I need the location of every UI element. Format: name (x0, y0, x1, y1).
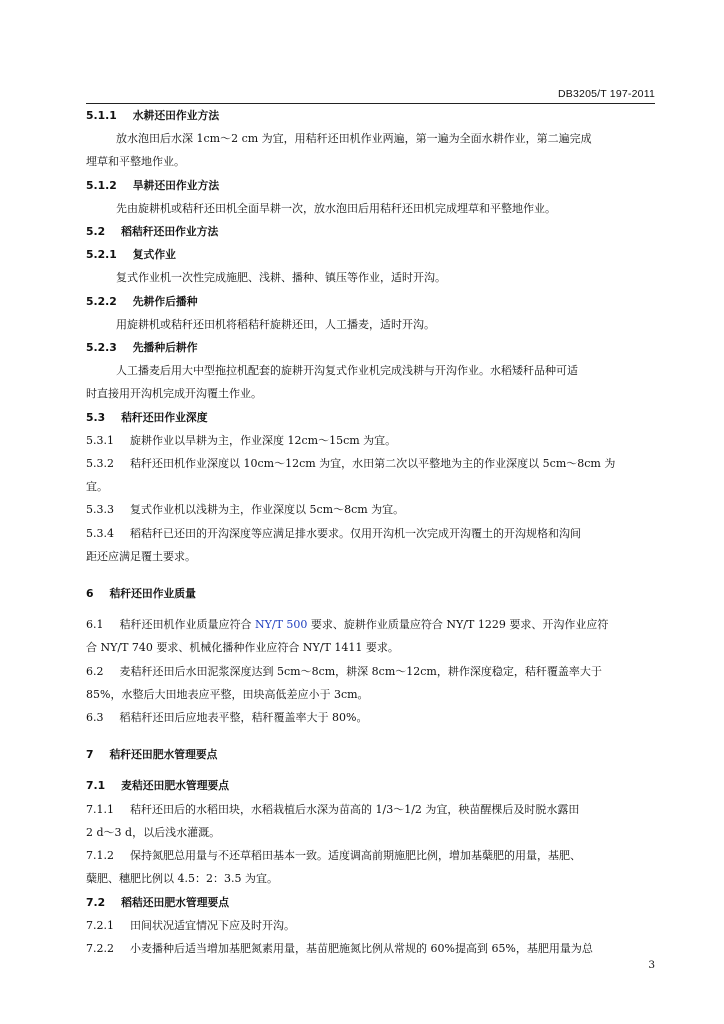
section-title: 先耕作后播种 (132, 294, 198, 308)
spacer (86, 766, 655, 774)
clause-number: 7.1.2 (86, 849, 114, 863)
paragraph-5-2-1: 复式作业机一次性完成施肥、浅耕、播种、镇压等作业，适时开沟。 (116, 271, 446, 285)
clause-text: 田间状况适宜情况下应及时开沟。 (130, 918, 295, 932)
section-heading-7-2 (86, 891, 655, 914)
section-title: 稻秸秆还田作业方法 (121, 225, 219, 239)
clause-number: 6.1 (86, 618, 104, 632)
clause-text: 要求、旋耕作业质量应符合 NY/T 1229 要求、开沟作业应符 (307, 618, 609, 632)
clause-text: 复式作业机以浅耕为主，作业深度以 5cm～8cm 为宜。 (130, 503, 405, 517)
paragraph-5-2-3-cont: 时直接用开沟机完成开沟覆土作业。 (86, 387, 262, 401)
section-number: 7.1 (86, 779, 106, 793)
section-title: 秸秆还田作业深度 (121, 410, 208, 424)
section-number: 5.1.2 (86, 178, 117, 192)
spacer (86, 568, 655, 582)
section-number: 5.3 (86, 410, 106, 424)
section-heading-7-1 (86, 774, 655, 797)
chapter-title: 秸秆还田作业质量 (109, 587, 196, 601)
document-body (86, 104, 655, 960)
clause-number: 6.3 (86, 711, 104, 725)
standard-link[interactable]: NY/T 500 (255, 618, 308, 632)
clause-5-3-1 (86, 429, 655, 452)
section-heading-5-2-2 (86, 290, 655, 313)
clause-6-1 (86, 613, 655, 636)
section-number: 5.2.3 (86, 341, 117, 355)
page-number: 3 (648, 959, 655, 971)
clause-number: 5.3.4 (86, 526, 114, 540)
chapter-title: 秸秆还田肥水管理要点 (109, 748, 218, 762)
clause-number: 5.3.2 (86, 457, 114, 471)
clause-number: 5.3.1 (86, 433, 114, 447)
section-number: 7.2 (86, 895, 106, 909)
clause-text: 小麦播种后适当增加基肥氮素用量，基苗肥施氮比例从常规的 60%提高到 65%，基肥用量为总 (130, 941, 593, 955)
paragraph-5-2-2: 用旋耕机或秸秆还田机将稻秸秆旋耕还田，人工播麦，适时开沟。 (116, 317, 435, 331)
clause-7-1-1 (86, 798, 655, 821)
paragraph-5-1-1: 放水泡田后水深 1cm～2 cm 为宜，用秸秆还田机作业两遍，第一遍为全面水耕作业，第二遍完成 (116, 132, 592, 146)
clause-5-3-2 (86, 452, 655, 475)
clause-7-2-2 (86, 937, 655, 960)
section-title: 先播种后耕作 (132, 341, 198, 355)
paragraph-5-1-2: 先由旋耕机或秸秆还田机全面旱耕一次，放水泡田后用秸秆还田机完成埋草和平整地作业。 (116, 201, 556, 215)
clause-number: 5.3.3 (86, 503, 114, 517)
section-heading-5-1-2 (86, 174, 655, 197)
clause-7-2-1 (86, 914, 655, 937)
clause-5-3-3 (86, 498, 655, 521)
clause-7-1-2 (86, 844, 655, 867)
clause-number: 7.2.2 (86, 941, 114, 955)
clause-text: 秸秆还田机作业深度以 10cm～12cm 为宜，水田第二次以平整地为主的作业深度以 5cm～8cm 为 (130, 457, 616, 471)
section-heading-5-2-3 (86, 336, 655, 359)
section-title: 水耕还田作业方法 (132, 109, 220, 122)
clause-6-2 (86, 660, 655, 683)
clause-7-1-1-cont: 2 d～3 d，以后浅水灌溉。 (86, 825, 221, 839)
section-title: 复式作业 (132, 248, 176, 262)
clause-number: 6.2 (86, 664, 104, 678)
clause-6-3 (86, 706, 655, 729)
clause-text: 保持氮肥总用量与不还草稻田基本一致。适度调高前期施肥比例，增加基蘖肥的用量，基肥、 (130, 849, 581, 863)
section-title: 麦秸还田肥水管理要点 (121, 779, 230, 793)
chapter-number: 6 (86, 587, 94, 601)
clause-5-3-2-cont: 宜。 (86, 480, 108, 494)
clause-7-1-2-cont: 蘖肥、穗肥比例以 4.5：2：3.5 为宜。 (86, 872, 278, 886)
chapter-heading-7 (86, 743, 655, 766)
clause-text: 秸秆还田机作业质量应符合 (119, 618, 255, 632)
clause-number: 7.1.1 (86, 802, 114, 816)
section-number: 5.1.1 (86, 109, 117, 122)
document-code: DB3205/T 197-2011 (558, 88, 655, 100)
clause-6-2-cont: 85%，水整后大田地表应平整，田块高低差应小于 3cm。 (86, 687, 369, 701)
section-title: 旱耕还田作业方法 (132, 178, 220, 192)
clause-text: 旋耕作业以旱耕为主，作业深度 12cm～15cm 为宜。 (130, 433, 397, 447)
spacer (86, 729, 655, 743)
clause-5-3-4 (86, 522, 655, 545)
clause-text: 稻秸秆还田后应地表平整，秸秆覆盖率大于 80%。 (119, 711, 368, 725)
section-title: 稻秸还田肥水管理要点 (121, 895, 230, 909)
clause-text: 秸秆还田后的水稻田块，水稻栽植后水深为苗高的 1/3～1/2 为宜，秧苗醒棵后及时脱水露田 (130, 802, 580, 816)
paragraph-5-1-1-cont: 埋草和平整地作业。 (86, 155, 185, 169)
clause-number: 7.2.1 (86, 918, 114, 932)
section-heading-5-3 (86, 406, 655, 429)
clause-text: 麦秸秆还田后水田泥浆深度达到 5cm～8cm，耕深 8cm～12cm，耕作深度稳定，秸秆覆盖率大于 (119, 664, 602, 678)
clause-6-1-cont: 合 NY/T 740 要求、机械化播种作业应符合 NY/T 1411 要求。 (86, 641, 399, 655)
chapter-heading-6 (86, 582, 655, 605)
section-heading-5-2-1 (86, 243, 655, 266)
section-heading-5-1-1 (86, 104, 655, 127)
section-number: 5.2 (86, 225, 106, 239)
spacer (86, 605, 655, 613)
section-number: 5.2.2 (86, 294, 117, 308)
chapter-number: 7 (86, 748, 94, 762)
clause-text: 稻秸秆已还田的开沟深度等应满足排水要求。仅用开沟机一次完成开沟覆土的开沟规格和沟间 (130, 526, 581, 540)
section-number: 5.2.1 (86, 248, 117, 262)
clause-5-3-4-cont: 距还应满足覆土要求。 (86, 549, 196, 563)
section-heading-5-2 (86, 220, 655, 243)
paragraph-5-2-3: 人工播麦后用大中型拖拉机配套的旋耕开沟复式作业机完成浅耕与开沟作业。水稻矮秆品种可适 (116, 364, 578, 378)
